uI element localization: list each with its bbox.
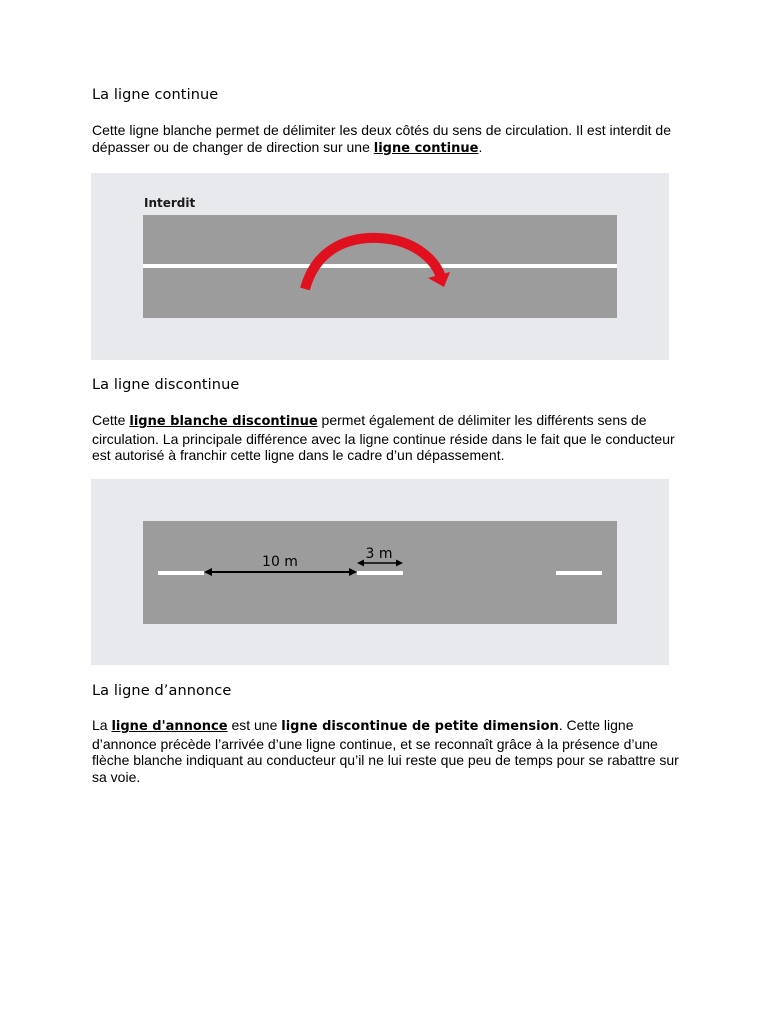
paragraph-ligne-discontinue [92,412,682,464]
paragraph-ligne-annonce [92,717,682,785]
link-ligne-blanche-discontinue[interactable]: ligne blanche discontinue [129,414,318,429]
paragraph-text: Cette [92,412,130,428]
link-ligne-annonce[interactable]: ligne d'annonce [111,719,228,734]
heading-ligne-annonce: La ligne d’annonce [92,683,232,699]
heading-ligne-continue: La ligne continue [92,87,219,103]
diagram-ligne-continue [91,173,669,360]
paragraph-text: La [92,717,112,733]
paragraph-text: Cette ligne blanche permet de délimiter les deux côtés du sens de circulation. Il est interdit de dépasser ou de changer de direction sur une [92,122,671,155]
heading-ligne-discontinue: La ligne discontinue [92,377,240,393]
dash-mark [556,571,602,575]
paragraph-text: permet également de délimiter les différents sens de circulation. La principale différence avec la ligne continue réside dans le fait que le conducteur est autorisé à franchir cette ligne dans le cadre d’un dépassement. [92,412,675,464]
figure-ligne-discontinue [91,479,669,665]
label-10m: 10 m [262,554,298,570]
link-ligne-continue[interactable]: ligne continue [373,140,479,156]
paragraph-text: est une [227,717,282,733]
paragraph-text: . Cette ligne d’annonce précède l’arrivée d’une ligne continue, et se reconnaît grâce à la présence d’une flèche blanche indiquant au conducteur qu’il ne lui reste que peu de temps pour se rabattre sur sa voie. [92,717,679,785]
figure-ligne-continue [91,173,669,360]
dash-mark [158,571,204,575]
label-3m: 3 m [365,546,393,562]
label-interdit: Interdit [144,196,196,210]
diagram-ligne-discontinue [91,479,669,665]
paragraph-text: . [478,138,483,155]
paragraph-ligne-continue [92,122,682,157]
continuous-line [143,264,617,268]
bold-text: ligne discontinue de petite dimension [281,719,559,734]
dash-mark [357,571,403,575]
